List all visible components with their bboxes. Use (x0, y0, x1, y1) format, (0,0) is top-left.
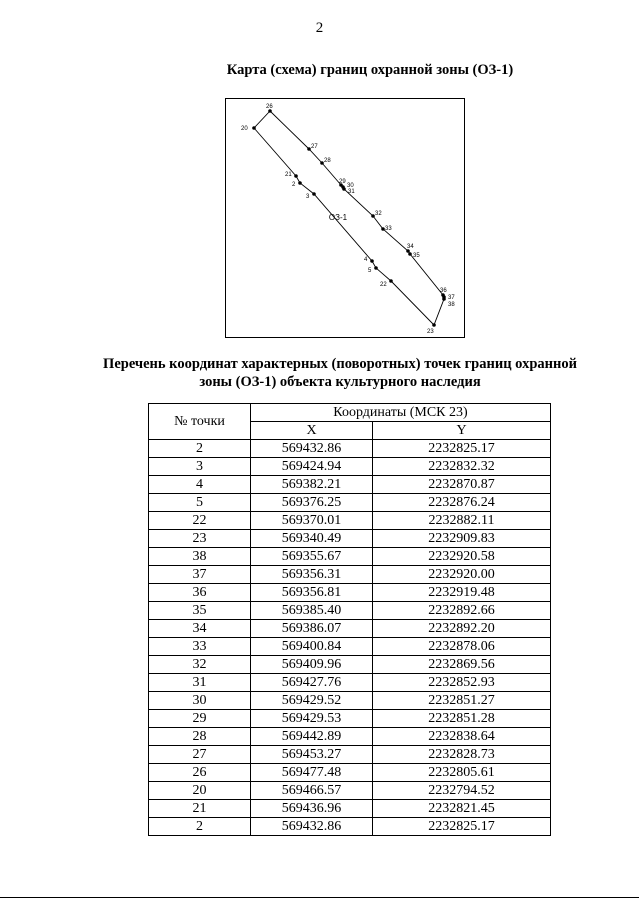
cell-x: 569409.96 (251, 656, 373, 674)
cell-x: 569340.49 (251, 530, 373, 548)
cell-y: 2232794.52 (373, 782, 551, 800)
table-body (149, 440, 551, 836)
cell-no: 30 (149, 692, 251, 710)
coordinates-table (148, 403, 551, 836)
cell-y: 2232878.06 (373, 638, 551, 656)
cell-no: 28 (149, 728, 251, 746)
header-coordinates: Координаты (МСК 23) (251, 404, 551, 422)
page-bottom-rule (0, 897, 639, 898)
boundary-point-marker (342, 187, 346, 191)
table-row (149, 620, 551, 638)
cell-y: 2232832.32 (373, 458, 551, 476)
table-row (149, 764, 551, 782)
cell-x: 569382.21 (251, 476, 373, 494)
cell-y: 2232920.58 (373, 548, 551, 566)
cell-x: 569356.81 (251, 584, 373, 602)
cell-x: 569376.25 (251, 494, 373, 512)
cell-x: 569427.76 (251, 674, 373, 692)
boundary-point-label: 21 (285, 172, 292, 178)
cell-y: 2232892.66 (373, 602, 551, 620)
table-row (149, 566, 551, 584)
cell-y: 2232805.61 (373, 764, 551, 782)
cell-no: 23 (149, 530, 251, 548)
cell-y: 2232892.20 (373, 620, 551, 638)
boundary-point-label: 23 (427, 329, 434, 335)
cell-x: 569477.48 (251, 764, 373, 782)
cell-x: 569429.52 (251, 692, 373, 710)
boundary-point-marker (252, 126, 256, 130)
boundary-point-label: 4 (364, 257, 368, 263)
cell-x: 569442.89 (251, 728, 373, 746)
table-row (149, 458, 551, 476)
cell-x: 569436.96 (251, 800, 373, 818)
boundary-point-label: 37 (448, 295, 455, 301)
cell-y: 2232852.93 (373, 674, 551, 692)
boundary-point-label: 33 (385, 226, 392, 232)
table-row (149, 530, 551, 548)
boundary-point-marker (432, 323, 436, 327)
cell-x: 569355.67 (251, 548, 373, 566)
cell-y: 2232909.83 (373, 530, 551, 548)
cell-no: 35 (149, 602, 251, 620)
boundary-point-marker (298, 181, 302, 185)
header-y: Y (373, 422, 551, 440)
boundary-point-label: 27 (311, 144, 318, 150)
zone-map (225, 98, 465, 338)
cell-x: 569385.40 (251, 602, 373, 620)
table-header-row (149, 404, 551, 422)
cell-y: 2232920.00 (373, 566, 551, 584)
zone-map-drawing (226, 99, 466, 339)
cell-y: 2232919.48 (373, 584, 551, 602)
cell-no: 3 (149, 458, 251, 476)
cell-y: 2232821.45 (373, 800, 551, 818)
cell-no: 38 (149, 548, 251, 566)
cell-y: 2232851.28 (373, 710, 551, 728)
cell-no: 31 (149, 674, 251, 692)
boundary-point-label: 29 (339, 179, 346, 185)
table-row (149, 782, 551, 800)
boundary-point-marker (374, 266, 378, 270)
cell-no: 33 (149, 638, 251, 656)
cell-no: 29 (149, 710, 251, 728)
boundary-point-label: 5 (368, 268, 372, 274)
cell-y: 2232882.11 (373, 512, 551, 530)
boundary-point-label: 20 (241, 126, 248, 132)
zone-boundary (254, 111, 444, 325)
cell-y: 2232825.17 (373, 440, 551, 458)
header-point-number: № точки (149, 404, 251, 440)
boundary-point-label: 3 (306, 194, 310, 200)
cell-no: 2 (149, 440, 251, 458)
cell-no: 37 (149, 566, 251, 584)
table-row (149, 818, 551, 836)
table-row (149, 494, 551, 512)
cell-y: 2232828.73 (373, 746, 551, 764)
table-row (149, 710, 551, 728)
cell-x: 569356.31 (251, 566, 373, 584)
header-x: X (251, 422, 373, 440)
cell-y: 2232825.17 (373, 818, 551, 836)
cell-y: 2232869.56 (373, 656, 551, 674)
table-row (149, 746, 551, 764)
boundary-point-label: 38 (448, 302, 455, 308)
cell-x: 569400.84 (251, 638, 373, 656)
table-row (149, 728, 551, 746)
table-row (149, 692, 551, 710)
boundary-point-label: 22 (380, 282, 387, 288)
boundary-point-marker (442, 297, 446, 301)
coordinates-list-title (60, 355, 620, 391)
cell-x: 569424.94 (251, 458, 373, 476)
cell-no: 27 (149, 746, 251, 764)
table-row (149, 440, 551, 458)
table-row (149, 476, 551, 494)
cell-x: 569429.53 (251, 710, 373, 728)
table-row (149, 602, 551, 620)
boundary-point-label: 31 (348, 189, 355, 195)
boundary-point-label: 26 (266, 104, 273, 110)
cell-no: 36 (149, 584, 251, 602)
boundary-point-marker (294, 174, 298, 178)
boundary-point-label: 35 (413, 253, 420, 259)
list-title-line-2: зоны (ОЗ-1) объекта культурного наследия (199, 374, 481, 390)
cell-x: 569370.01 (251, 512, 373, 530)
cell-y: 2232870.87 (373, 476, 551, 494)
cell-x: 569432.86 (251, 818, 373, 836)
list-title-line-1: Перечень координат характерных (поворотных) точек границ охранной (103, 356, 577, 372)
cell-no: 26 (149, 764, 251, 782)
cell-y: 2232851.27 (373, 692, 551, 710)
table-row (149, 638, 551, 656)
boundary-point-label: 2 (292, 182, 296, 188)
boundary-point-marker (408, 252, 412, 256)
cell-y: 2232876.24 (373, 494, 551, 512)
boundary-point-marker (312, 192, 316, 196)
cell-x: 569432.86 (251, 440, 373, 458)
map-title: Карта (схема) границ охранной зоны (ОЗ-1) (226, 62, 514, 78)
cell-no: 2 (149, 818, 251, 836)
page-number: 2 (315, 20, 324, 36)
boundary-point-label: 34 (407, 244, 414, 250)
cell-no: 34 (149, 620, 251, 638)
cell-no: 21 (149, 800, 251, 818)
table-row (149, 800, 551, 818)
boundary-point-label: 32 (375, 211, 382, 217)
cell-x: 569453.27 (251, 746, 373, 764)
boundary-points (241, 104, 455, 335)
boundary-point-label: 36 (440, 288, 447, 294)
cell-x: 569386.07 (251, 620, 373, 638)
boundary-point-marker (389, 279, 393, 283)
table-row (149, 584, 551, 602)
cell-no: 20 (149, 782, 251, 800)
table-row (149, 548, 551, 566)
cell-y: 2232838.64 (373, 728, 551, 746)
cell-no: 32 (149, 656, 251, 674)
cell-no: 4 (149, 476, 251, 494)
table-row (149, 674, 551, 692)
cell-no: 5 (149, 494, 251, 512)
cell-no: 22 (149, 512, 251, 530)
boundary-point-label: 30 (347, 183, 354, 189)
table-row (149, 656, 551, 674)
table-row (149, 512, 551, 530)
cell-x: 569466.57 (251, 782, 373, 800)
zone-label: ОЗ-1 (328, 213, 348, 222)
boundary-point-marker (370, 259, 374, 263)
boundary-point-label: 28 (324, 158, 331, 164)
